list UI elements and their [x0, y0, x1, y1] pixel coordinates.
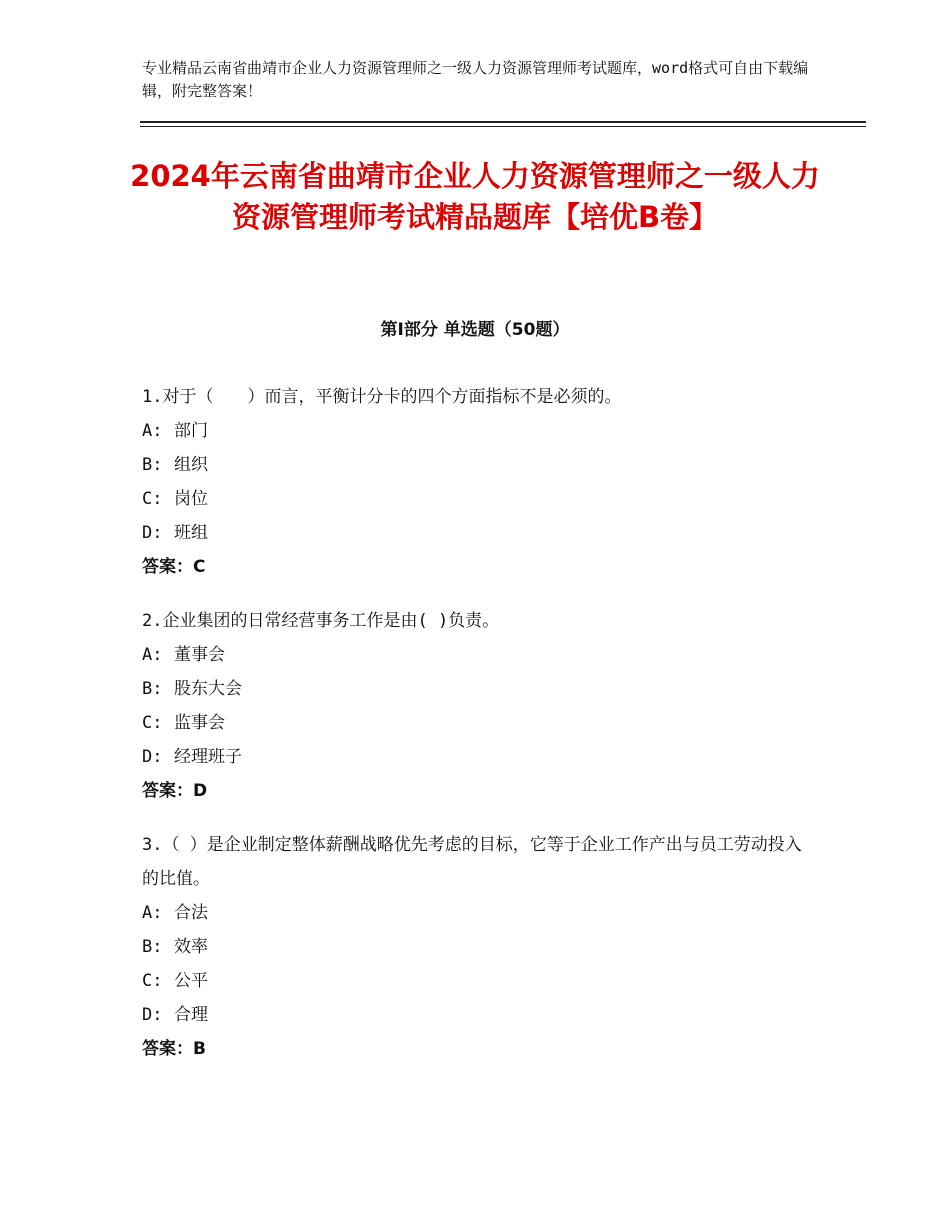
- option-a: [142, 896, 812, 930]
- option-c: [142, 706, 812, 740]
- answer-line: 答案：D: [142, 781, 208, 801]
- question-1: [142, 380, 812, 584]
- option-b: [142, 448, 812, 482]
- option-letter: A:: [142, 903, 163, 923]
- option-text: 监事会: [174, 713, 225, 733]
- option-text: 组织: [174, 455, 208, 475]
- question-stem: 2.企业集团的日常经营事务工作是由( )负责。: [142, 611, 500, 631]
- question-stem: 3.（ ）是企业制定整体薪酬战略优先考虑的目标，它等于企业工作产出与员工劳动投入的比值。: [142, 835, 802, 889]
- option-text: 岗位: [174, 489, 208, 509]
- option-letter: B:: [142, 455, 163, 475]
- answer-line: 答案：B: [142, 1039, 206, 1059]
- option-letter: C:: [142, 713, 163, 733]
- option-text: 董事会: [174, 645, 225, 665]
- option-letter: D:: [142, 523, 163, 543]
- question-stem: 1.对于（ ）而言，平衡计分卡的四个方面指标不是必须的。: [142, 387, 622, 407]
- option-letter: A:: [142, 645, 163, 665]
- option-d: [142, 516, 812, 550]
- document-title: 2024年云南省曲靖市企业人力资源管理师之一级人力资源管理师考试精品题库【培优B卷】: [130, 159, 820, 234]
- option-letter: A:: [142, 421, 163, 441]
- option-letter: B:: [142, 937, 163, 957]
- option-text: 部门: [174, 421, 208, 441]
- question-list: [142, 380, 812, 1086]
- header-rule-thick: [140, 121, 866, 123]
- option-d: [142, 740, 812, 774]
- option-b: [142, 672, 812, 706]
- option-letter: C:: [142, 489, 163, 509]
- option-letter: D:: [142, 747, 163, 767]
- option-a: [142, 638, 812, 672]
- option-text: 效率: [174, 937, 208, 957]
- answer-line: 答案：C: [142, 557, 206, 577]
- section-title: 第Ⅰ部分 单选题（50题）: [380, 320, 570, 340]
- option-text: 班组: [174, 523, 208, 543]
- option-letter: D:: [142, 1005, 163, 1025]
- option-b: [142, 930, 812, 964]
- option-d: [142, 998, 812, 1032]
- option-letter: C:: [142, 971, 163, 991]
- header-rule-thin: [140, 126, 866, 127]
- option-text: 合法: [174, 903, 208, 923]
- option-text: 公平: [174, 971, 208, 991]
- option-c: [142, 482, 812, 516]
- option-a: [142, 414, 812, 448]
- option-text: 经理班子: [174, 747, 242, 767]
- header-note: 专业精品云南省曲靖市企业人力资源管理师之一级人力资源管理师考试题库，word格式可自由下载编辑，附完整答案！: [142, 59, 809, 100]
- option-c: [142, 964, 812, 998]
- question-3: [142, 828, 812, 1066]
- question-2: [142, 604, 812, 808]
- option-text: 合理: [174, 1005, 208, 1025]
- option-letter: B:: [142, 679, 163, 699]
- option-text: 股东大会: [174, 679, 242, 699]
